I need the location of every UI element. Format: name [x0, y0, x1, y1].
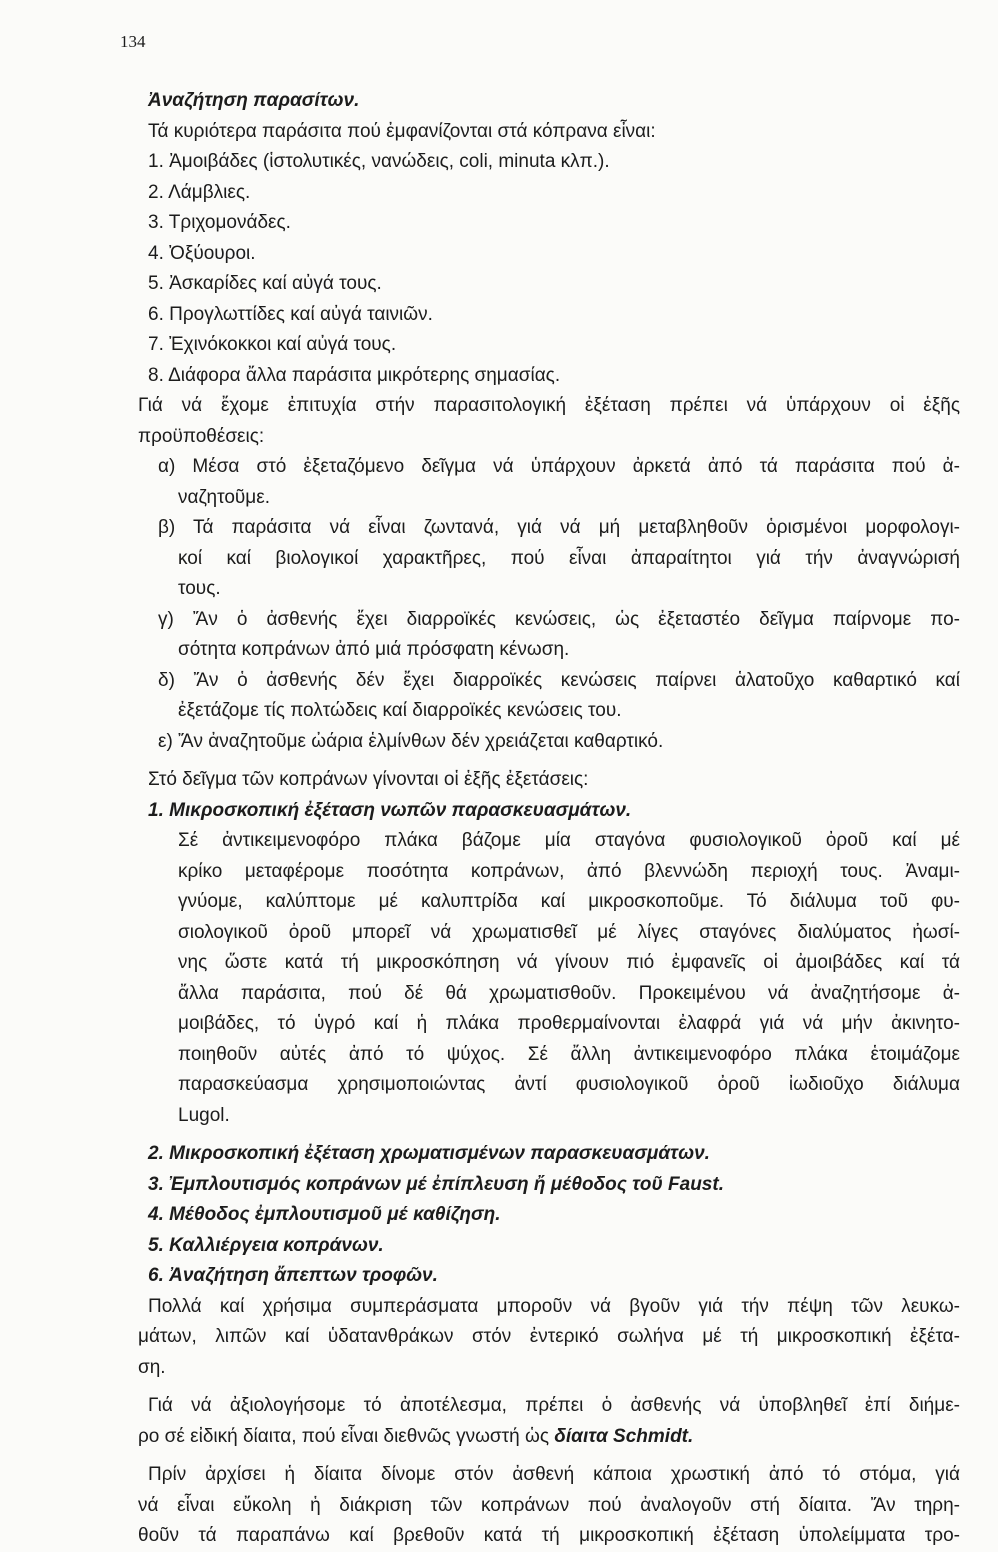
- paragraph-line: [138, 1422, 960, 1453]
- test1-body-line: γνύομε, καλύπτομε μέ καλυπτρίδα καί μικροσκοποῦμε. Τό διάλυμα τοῦ φυ-: [178, 891, 960, 912]
- test-title: 6. Ἀναζήτηση ἄπεπτων τροφῶν.: [148, 1265, 438, 1286]
- parasite-item: 3. Τριχομονάδες.: [148, 212, 291, 233]
- condition-line: τους.: [178, 578, 221, 599]
- condition-line: κοί καί βιολογικοί χαρακτῆρες, πού εἶναι ἀπαραίτητοι γιά τήν ἀναγνώρισή: [178, 547, 960, 569]
- test-title: 4. Μέθοδος ἐμπλουτισμοῦ μέ καθίζηση.: [148, 1204, 501, 1225]
- test1-body-line: μοιβάδες, τό ὑγρό καί ἡ πλάκα προθερμαίνονται ἐλαφρά γιά νά μήν ἀκινητο-: [178, 1013, 960, 1034]
- condition-line: γ) Ἄν ὁ ἀσθενής ἔχει διαρροϊκές κενώσεις, ὡς ἐξεταστέο δεῖγμα παίρνομε πο-: [158, 608, 960, 630]
- intro-line: Τά κυριότερα παράσιτα πού ἐμφανίζονται στά κόπρανα εἶναι:: [148, 120, 656, 142]
- test1-body-line: Σέ ἀντικειμενοφόρο πλάκα βάζομε μία σταγόνα φυσιολογικοῦ ὀροῦ καί μέ: [178, 830, 960, 851]
- diet-schmidt-emphasis: δίαιτα Schmidt.: [554, 1425, 694, 1447]
- test1-body-line: παρασκεύασμα χρησιμοποιώντας ἀντί φυσιολογικοῦ ὀροῦ ἰωδιοῦχο διάλυμα: [178, 1074, 960, 1095]
- test-title: 3. Ἐμπλουτισμός κοπράνων μέ ἐπίπλευση ἤ μέθοδος τοῦ Faust.: [148, 1173, 724, 1195]
- test1-body-line: Lugol.: [178, 1104, 230, 1126]
- parasite-item: 1. Ἀμοιβάδες (ἱστολυτικές, νανώδεις, coli, minuta κλπ.).: [148, 151, 610, 172]
- page-body: [138, 86, 960, 1552]
- section-heading: Ἀναζήτηση παρασίτων.: [148, 90, 360, 111]
- tests-intro: Στό δεῖγμα τῶν κοπράνων γίνονται οἱ ἑξῆς ἐξετάσεις:: [148, 769, 589, 790]
- test-title: 1. Μικροσκοπική ἐξέταση νωπῶν παρασκευασμάτων.: [148, 799, 632, 821]
- test1-body-line: κρίκο μεταφέρομε ποσότητα κοπράνων, ἀπό βλεννώδη περιοχή τους. Ἀναμι-: [178, 860, 960, 882]
- condition-line: ναζητοῦμε.: [178, 486, 270, 508]
- test-title: 2. Μικροσκοπική ἐξέταση χρωματισμένων παρασκευασμάτων.: [148, 1143, 710, 1164]
- parasite-item: 6. Προγλωττίδες καί αὐγά ταινιῶν.: [148, 303, 433, 325]
- test-title: 5. Καλλιέργεια κοπράνων.: [148, 1234, 384, 1256]
- condition-line: ἐξετάζομε τίς πολτώδεις καί διαρροϊκές κενώσεις του.: [178, 700, 622, 721]
- paragraph-line: Γιά νά ἀξιολογήσομε τό ἀποτέλεσμα, πρέπει ὁ ἀσθενής νά ὑποβληθεῖ ἐπί διήμε-: [148, 1395, 960, 1416]
- parasite-item: 8. Διάφορα ἄλλα παράσιτα μικρότερης σημασίας.: [148, 364, 561, 386]
- parasite-item: 7. Ἐχινόκοκκοι καί αὐγά τους.: [148, 334, 397, 355]
- test1-body-line: σιολογικοῦ ὀροῦ μπορεῖ νά χρωματισθεῖ μέ λίγες σταγόνες διαλύματος ἠωσί-: [178, 921, 960, 943]
- paragraph-line: ση.: [138, 1356, 166, 1378]
- paragraph-line: Πρίν ἀρχίσει ἡ δίαιτα δίνομε στόν ἀσθενή κάποια χρωστική ἀπό τό στόμα, γιά: [148, 1464, 960, 1485]
- condition-line: ε) Ἄν ἀναζητοῦμε ὠάρια ἑλμίνθων δέν χρειάζεται καθαρτικό.: [158, 730, 664, 752]
- paragraph-line: μάτων, λιπῶν καί ὑδατανθράκων στόν ἐντερικό σωλήνα μέ τή μικροσκοπική ἐξέτα-: [138, 1326, 960, 1347]
- test1-body-line: ποιηθοῦν αὐτές ἀπό τό ψύχος. Σέ ἄλλη ἀντικειμενοφόρο πλάκα ἑτοιμάζομε: [178, 1043, 960, 1065]
- test1-body-line: νης ὥστε κατά τή μικροσκόπηση νά γίνουν πιό ἐμφανεῖς οἱ ἀμοιβάδες καί τά: [178, 952, 960, 973]
- page-number: 134: [120, 32, 146, 51]
- paragraph-text: ρο σέ εἰδική δίαιτα, πού εἶναι διεθνῶς γνωστή ὡς: [138, 1425, 555, 1447]
- condition-line: σότητα κοπράνων ἀπό μιά πρόσφατη κένωση.: [178, 639, 570, 660]
- parasite-item: 2. Λάμβλιες.: [148, 181, 251, 203]
- condition-line: β) Τά παράσιτα νά εἶναι ζωντανά, γιά νά μή μεταβληθοῦν ὁρισμένοι μορφολογι-: [158, 517, 960, 538]
- preconditions-line: προϋποθέσεις:: [138, 425, 265, 447]
- test1-body-line: ἄλλα παράσιτα, πού δέ θά χρωματισθοῦν. Προκειμένου νά ἀναζητήσομε ἀ-: [178, 982, 960, 1004]
- parasite-item: 5. Ἀσκαρίδες καί αὐγά τους.: [148, 273, 382, 294]
- preconditions-line: Γιά νά ἔχομε ἐπιτυχία στήν παρασιτολογική ἐξέταση πρέπει νά ὑπάρχουν οἱ ἑξῆς: [138, 395, 960, 416]
- parasite-item: 4. Ὀξύουροι.: [148, 242, 256, 264]
- paragraph-line: Πολλά καί χρήσιμα συμπεράσματα μποροῦν νά βγοῦν γιά τήν πέψη τῶν λευκω-: [148, 1295, 960, 1317]
- paragraph-line: νά εἶναι εὔκολη ἡ διάκριση τῶν κοπράνων πού ἀναλογοῦν στή δίαιτα. Ἄν τηρη-: [138, 1494, 960, 1516]
- condition-line: δ) Ἄν ὁ ἀσθενής δέν ἔχει διαρροϊκές κενώσεις παίρνει ἁλατοῦχο καθαρτικό καί: [158, 669, 960, 691]
- paragraph-line: θοῦν τά παραπάνω καί βρεθοῦν κατά τή μικροσκοπική ἐξέταση ὑπολείμματα τρο-: [138, 1525, 960, 1546]
- condition-line: α) Μέσα στό ἐξεταζόμενο δεῖγμα νά ὑπάρχουν ἀρκετά ἀπό τά παράσιτα πού ἀ-: [158, 456, 960, 477]
